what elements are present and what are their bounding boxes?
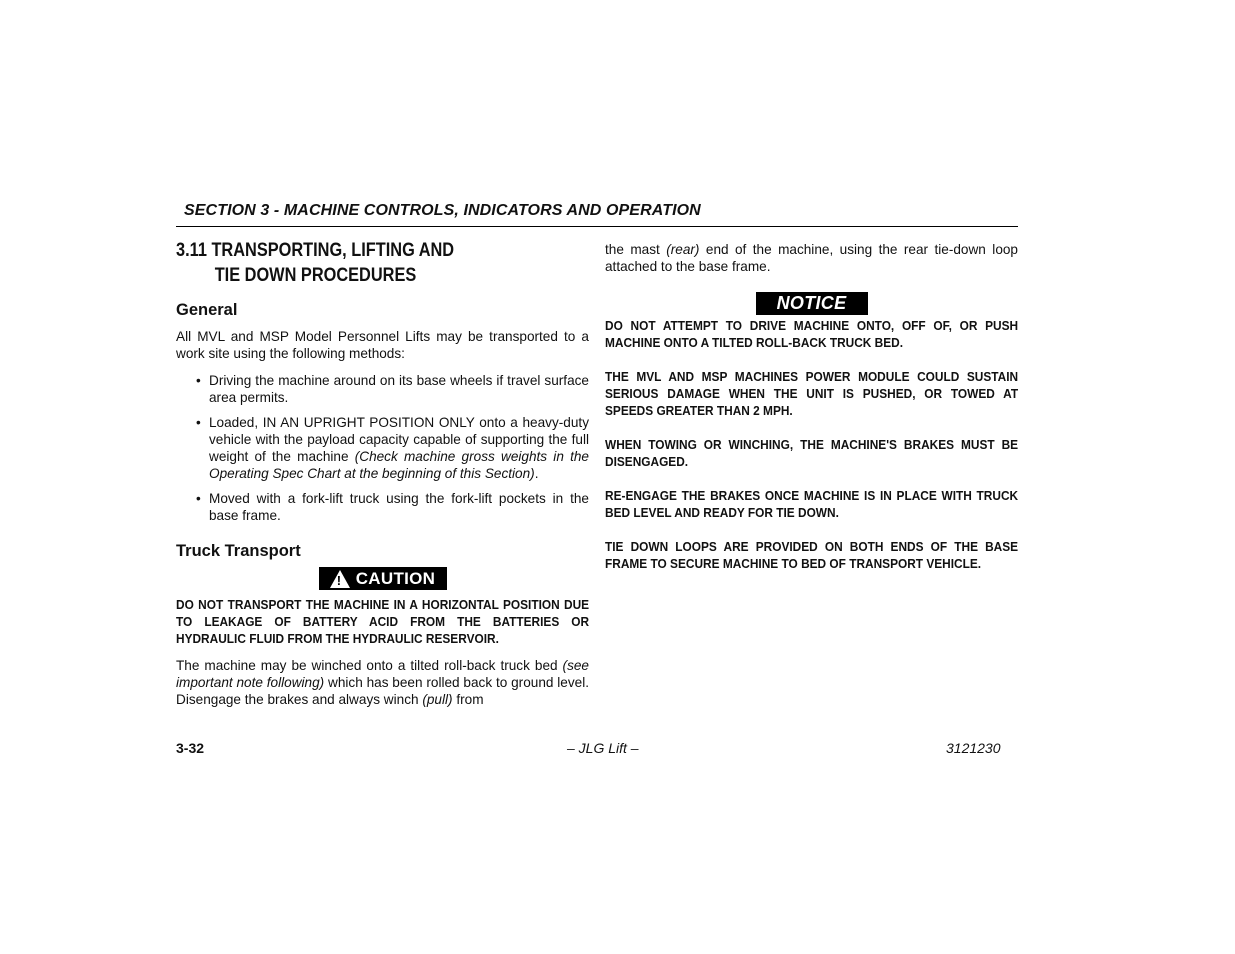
caution-label: CAUTION (355, 569, 436, 588)
bullet-icon: • (196, 491, 201, 506)
footer-publisher: – JLG Lift – (567, 740, 639, 756)
cont-text-b: end of the machine, using the rear tie-down loop attached to the base frame. (605, 242, 1018, 274)
winch-italic-b: (pull) (422, 691, 453, 707)
section-heading-line1: 3.11 TRANSPORTING, LIFTING AND (176, 240, 455, 261)
general-intro: All MVL and MSP Model Personnel Lifts may be transported to a work site using the following methods: (176, 329, 589, 361)
continued-paragraph (605, 241, 1018, 275)
caution-banner (176, 567, 589, 592)
notice-item: THE MVL AND MSP MACHINES POWER MODULE COULD SUSTAIN SERIOUS DAMAGE WHEN THE UNIT IS PUSHED, OR TOWED AT SPEEDS GREATER THAN 2 MPH. (605, 369, 1019, 418)
notice-item: TIE DOWN LOOPS ARE PROVIDED ON BOTH ENDS OF THE BASE FRAME TO SECURE MACHINE TO BED OF TRANSPORT VEHICLE. (605, 539, 1019, 571)
section-heading (176, 238, 531, 288)
notice-banner (605, 292, 1018, 315)
list-item (176, 372, 589, 406)
bullet-text: Driving the machine around on its base wheels if travel surface area permits. (209, 373, 589, 405)
left-column (176, 238, 589, 708)
winch-text-a: The machine may be winched onto a tilted roll-back truck bed (176, 657, 563, 673)
notice-badge: NOTICE (756, 292, 868, 315)
caution-text: DO NOT TRANSPORT THE MACHINE IN A HORIZONTAL POSITION DUE TO LEAKAGE OF BATTERY ACID FROM THE BATTERIES OR HYDRAULIC FLUID FROM THE HYDRAULIC RESERVOIR. (176, 596, 590, 646)
notice-item: DO NOT ATTEMPT TO DRIVE MACHINE ONTO, OFF OF, OR PUSH MACHINE ONTO A TILTED ROLL-BACK TRUCK BED. (605, 318, 1019, 350)
header-rule (176, 226, 1018, 227)
section-header: SECTION 3 - MACHINE CONTROLS, INDICATORS AND OPERATION (184, 202, 701, 219)
bullet-italic-text: (Check machine gross weights in the Operating Spec Chart at the beginning of this Section) (209, 449, 589, 481)
list-item (176, 490, 589, 524)
methods-list (176, 372, 589, 524)
list-item (176, 414, 589, 482)
notice-item: WHEN TOWING OR WINCHING, THE MACHINE'S BRAKES MUST BE DISENGAGED. (605, 437, 1019, 469)
cont-text-a: the mast (605, 242, 667, 257)
winch-text-b: which has been rolled back to ground level. Disengage the brakes and always winch (176, 674, 589, 707)
notice-item: RE-ENGAGE THE BRAKES ONCE MACHINE IS IN PLACE WITH TRUCK BED LEVEL AND READY FOR TIE DOWN. (605, 488, 1019, 520)
bullet-icon: • (196, 373, 201, 388)
caution-badge (319, 567, 447, 590)
bullet-text: Loaded, IN AN UPRIGHT POSITION ONLY onto a heavy-duty vehicle with the payload capacity capable of supporting the full weight of the machine (209, 415, 589, 464)
bullet-tail: . (534, 466, 539, 481)
winch-text-c: from (452, 691, 484, 707)
cont-italic: (rear) (666, 242, 700, 257)
bullet-text: Moved with a fork-lift truck using the fork-lift pockets in the base frame. (209, 491, 589, 523)
truck-transport-heading: Truck Transport (176, 542, 301, 560)
bullet-icon: • (196, 415, 201, 430)
winch-italic-a: (see important note following) (176, 657, 589, 690)
document-number: 3121230 (946, 740, 1001, 756)
winch-paragraph (176, 657, 589, 708)
warning-triangle-icon: ! (330, 570, 350, 588)
general-heading: General (176, 301, 238, 319)
right-column (605, 241, 1018, 572)
section-heading-line2: TIE DOWN PROCEDURES (214, 265, 417, 286)
page-number: 3-32 (176, 740, 205, 756)
